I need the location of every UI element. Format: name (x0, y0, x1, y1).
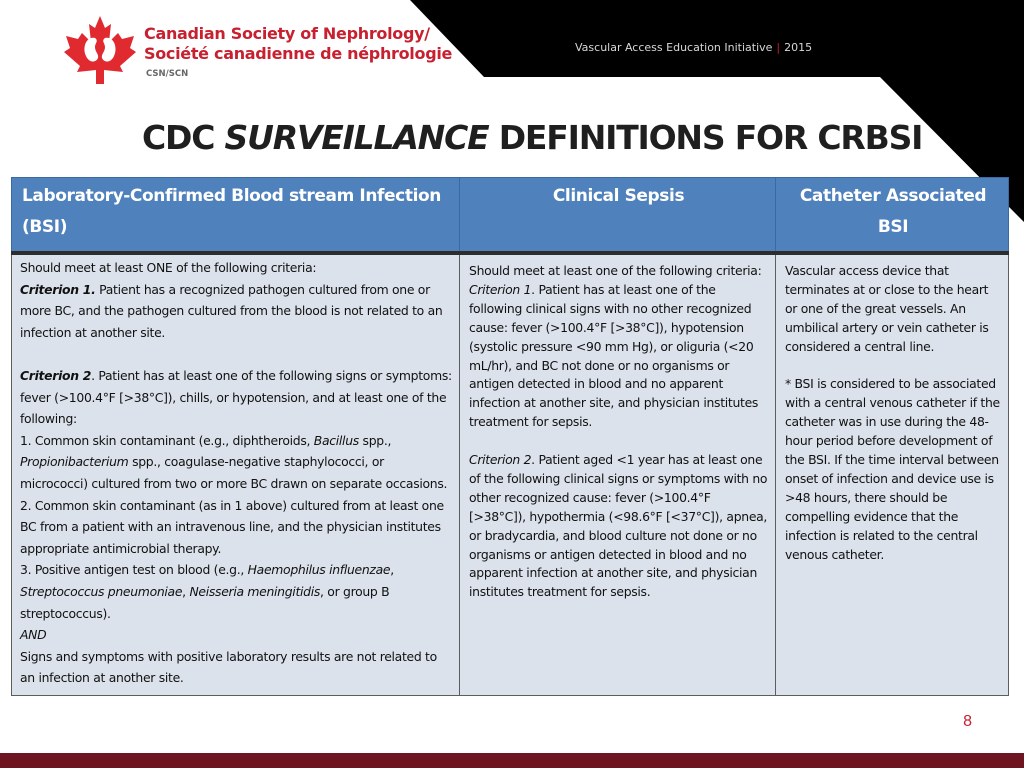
initiative-name: Vascular Access Education Initiative (575, 41, 773, 54)
maple-leaf-kidney-icon (62, 14, 138, 84)
col1-item3 (20, 559, 453, 624)
col1-item1-bacillus: Bacillus (313, 432, 359, 448)
col1-and-text: AND (20, 627, 47, 643)
header-initiative-label (575, 41, 812, 54)
logo-line-fr: Société canadienne de néphrologie (144, 44, 453, 63)
logo-line-en: Canadian Society of Nephrology/ (144, 24, 430, 43)
logo-abbr: CSN/SCN (146, 69, 189, 79)
csn-logo (62, 14, 453, 84)
slide-title (142, 118, 922, 157)
lab-bsi-cell (12, 253, 460, 695)
col1-item1-propioni: Propionibacterium (20, 454, 129, 470)
col1-c1-text: Patient has a recognized pathogen cultured from one or more BC, and the pathogen cultured from the blood is not related to an infection at another site. (20, 281, 443, 340)
title-part1: CDC (142, 118, 225, 157)
col2-c2-text: . Patient aged <1 year has at least one of the following clinical signs or symptoms with no other recognized cause: fever (>100.4°F [>38°C]), hypothermia (<98.6°F [<37°C]), apnea, or bradycardia, and blood culture not done or no organisms or antigen detected in blood and no apparent infection at another site, and physician institutes treatment for sepsis. (469, 452, 768, 600)
col1-item1 (20, 430, 453, 495)
col1-c2-label: Criterion 2 (20, 367, 92, 383)
col1-item3-comma1: , (390, 562, 394, 578)
footer-bar (0, 753, 1024, 768)
col2-c1-text: . Patient has at least one of the following clinical signs with no other recognized cause: fever (>100.4°F [>38°C]), hypotension (systolic pressure <90 mm Hg), or oliguria (<20 mL/hr), and BC not done or no organisms or antigen detected in blood and no apparent infection at another site, and physician institutes treatment for sepsis. (469, 281, 759, 430)
col1-item3-a: 3. Positive antigen test on blood (e.g., (20, 562, 248, 578)
col2-criterion2 (469, 451, 769, 602)
title-emphasis: SURVEILLANCE (224, 118, 489, 157)
header-catheter-associated-bsi: Catheter Associated BSI (776, 178, 1009, 254)
col3-definition: Vascular access device that terminates at or close to the heart or one of the great vessels. An umbilical artery or vein catheter is considered a central line. (785, 263, 989, 354)
col1-item3-b: , or group B streptococcus). (20, 583, 390, 621)
col2-c2-label: Criterion 2 (469, 452, 532, 468)
header-lab-confirmed-bsi: Laboratory-Confirmed Blood stream Infection (BSI) (12, 178, 460, 254)
catheter-bsi-cell (776, 253, 1009, 695)
col1-intro: Should meet at least ONE of the following criteria: (20, 260, 317, 275)
col1-item1-a: 1. Common skin contaminant (e.g., diphtheroids, (20, 432, 314, 448)
col3-note: * BSI is considered to be associated with a central venous catheter if the catheter was in use during the 48-hour period before development of the BSI. If the time interval between onset of infection and device use is >48 hours, there should be compelling evidence that the infection is related to the central venous catheter. (785, 376, 1000, 562)
table-body-row (12, 253, 1009, 695)
col1-item1-c: spp., coagulase-negative staphylococci, or micrococci) cultured from two or more BC drawn on separate occasions. (20, 454, 448, 491)
definitions-table (11, 177, 1009, 696)
col1-final: Signs and symptoms with positive laboratory results are not related to an infection at another site. (20, 648, 437, 686)
col1-item3-haemo: Haemophilus influenzae (247, 562, 391, 578)
col1-item3-neis: Neisseria meningitidis (189, 583, 321, 599)
header-separator: | (776, 41, 781, 54)
col2-c1-label: Criterion 1 (469, 281, 532, 297)
col1-criterion2 (20, 365, 453, 430)
col1-item3-comma2: , (182, 583, 190, 599)
col1-c1-label: Criterion 1. (20, 281, 96, 297)
table-header-row (12, 178, 1009, 254)
col1-c2-text: . Patient has at least one of the following signs or symptoms: fever (>100.4°F [>38°C]), chills, or hypotension, and at least one of the following: (20, 367, 452, 427)
col1-and (20, 624, 453, 646)
col1-criterion1 (20, 279, 453, 344)
title-part2: DEFINITIONS FOR CRBSI (488, 118, 923, 157)
col1-item2: 2. Common skin contaminant (as in 1 above) cultured from at least one BC from a patient with an intravenous line, and the physician institutes appropriate antimicrobial therapy. (20, 497, 444, 556)
col1-item1-b: spp., (358, 432, 392, 448)
page-number: 8 (963, 713, 972, 730)
header-clinical-sepsis: Clinical Sepsis (460, 178, 776, 254)
header-year: 2015 (784, 41, 813, 54)
col1-item3-strep: Streptococcus pneumoniae (20, 583, 183, 599)
col2-criterion1 (469, 281, 769, 432)
clinical-sepsis-cell (460, 253, 776, 695)
col2-intro: Should meet at least one of the following criteria: (469, 263, 762, 278)
logo-org-name (144, 24, 452, 64)
